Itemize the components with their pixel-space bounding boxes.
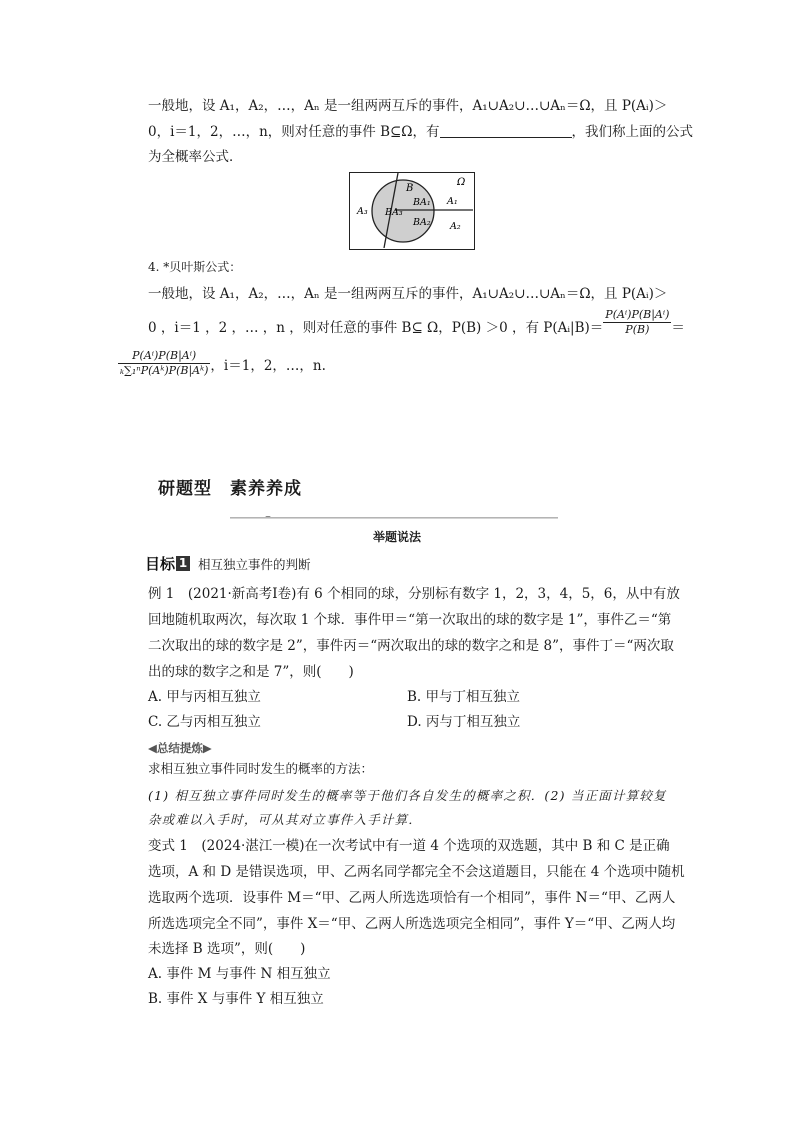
target-text: 相互独立事件的判断 bbox=[198, 556, 311, 572]
bayes-frac1-denominator: P(B) bbox=[625, 322, 650, 336]
variant1-line-1: 变式 1 (2024·湛江一模)在一次考试中有一道 4 个选项的双选题，其中 B 和 C 是正确 bbox=[148, 838, 670, 854]
variant1-line-3: 选取两个选项．设事件 M＝“甲、乙两人所选选项恰有一个相同”，事件 N＝“甲、乙两人 bbox=[148, 890, 676, 906]
a3-label: A₃ bbox=[357, 206, 368, 217]
summary-line-3: 杂或难以入手时，可从其对立事件入手计算． bbox=[148, 812, 423, 827]
example1-line-4: 出的球的数字之和是 7”，则( ) bbox=[148, 664, 354, 680]
ba2-label: BA₂ bbox=[413, 217, 431, 228]
bayes-frac1-numerator: P(Aⁱ)P(B|Aⁱ) bbox=[605, 307, 670, 321]
variant1-line-2: 选项，A 和 D 是错误选项，甲、乙两名同学都完全不会这道题目，只能在 4 个选项中随机 bbox=[148, 864, 685, 880]
variant1-option-b[interactable]: B. 事件 X 与事件 Y 相互独立 bbox=[148, 991, 324, 1007]
example1-line-2: 回地随机取两次，每次取 1 个球．事件甲＝“第一次取出的球的数字是 1”，事件乙＝“第 bbox=[148, 612, 672, 628]
target-heading bbox=[145, 553, 311, 574]
venn-diagram bbox=[349, 172, 475, 250]
total-prob-line-1: 一般地，设 A₁，A₂，…，Aₙ 是一组两两互斥的事件，A₁∪A₂∪…∪Aₙ＝Ω，且 P(Aᵢ)＞ bbox=[148, 98, 668, 114]
example1-option-c[interactable]: C. 乙与丙相互独立 bbox=[148, 714, 261, 730]
bayes-frac2-denominator: ₖ∑₁ⁿP(Aᵏ)P(B|Aᵏ) bbox=[120, 364, 209, 377]
b-label: B bbox=[406, 183, 414, 194]
target-number: 1 bbox=[176, 556, 190, 571]
variant1-line-5: 未选择 B 选项”，则( ) bbox=[148, 941, 306, 957]
event-b-circle bbox=[372, 180, 434, 242]
ba1-label: BA₁ bbox=[413, 197, 431, 208]
example1-line-3: 二次取出的球的数字是 2”，事件丙＝“两次取出的球的数字之和是 8”，事件丁＝“两次取 bbox=[148, 638, 674, 654]
ba3-label: BA₃ bbox=[385, 207, 403, 218]
summary-line-2: (1) 相互独立事件同时发生的概率等于他们各自发生的概率之积．(2) 当正面计算较复 bbox=[148, 788, 667, 803]
example1-option-d[interactable]: D. 丙与丁相互独立 bbox=[407, 714, 521, 730]
sub-heading: 举题说法 bbox=[372, 530, 421, 544]
total-prob-line-2a: 0，i＝1，2，…，n，则对任意的事件 B⊆Ω，有 bbox=[148, 124, 440, 140]
bayes-fraction-1 bbox=[603, 308, 671, 337]
bayes-line-3 bbox=[118, 349, 326, 378]
total-prob-line-2b: ，我们称上面的公式 bbox=[571, 124, 693, 140]
bayes-equals: ＝ bbox=[671, 320, 685, 336]
example1-option-b[interactable]: B. 甲与丁相互独立 bbox=[407, 689, 521, 705]
bayes-line-2 bbox=[148, 306, 685, 338]
bayes-fraction-2 bbox=[118, 349, 210, 378]
summary-line-1: 求相互独立事件同时发生的概率的方法： bbox=[148, 761, 374, 776]
example1-option-a[interactable]: A. 甲与丙相互独立 bbox=[148, 689, 261, 705]
total-prob-line-3: 为全概率公式． bbox=[148, 149, 243, 165]
bayes-line-1: 一般地，设 A₁，A₂，…，Aₙ 是一组两两互斥的事件，A₁∪A₂∪…∪Aₙ＝Ω，且 P(Aᵢ)＞ bbox=[148, 286, 668, 302]
venn-svg bbox=[350, 173, 473, 248]
section-divider bbox=[148, 516, 640, 520]
bayes-line-3-tail: ，i＝1，2，…，n. bbox=[210, 357, 326, 374]
variant1-line-4: 所选选项完全不同”，事件 X＝“甲、乙两人所选选项完全相同”，事件 Y＝“甲、乙两人均 bbox=[148, 916, 676, 932]
target-label: 目标 bbox=[145, 555, 176, 573]
total-prob-line-2 bbox=[148, 122, 693, 142]
a1-label: A₁ bbox=[447, 196, 458, 207]
example1-line-1: 例 1 (2021·新高考Ⅰ卷)有 6 个相同的球，分别标有数字 1，2，3，4，5，6，从中有放 bbox=[148, 586, 680, 602]
bayes-line-2-text: 0 ，i＝1 ，2 ，… ，n ，则对任意的事件 B⊆ Ω，P(B) ＞0 ，有 P(Aᵢ|B)＝ bbox=[148, 320, 604, 336]
answer-blank[interactable] bbox=[440, 123, 572, 138]
bayes-heading: 4. *贝叶斯公式： bbox=[148, 260, 242, 274]
variant1-option-a[interactable]: A. 事件 M 与事件 N 相互独立 bbox=[148, 966, 331, 982]
bayes-frac2-numerator: P(Aⁱ)P(B|Aⁱ) bbox=[118, 349, 210, 364]
omega-label: Ω bbox=[457, 177, 466, 188]
a2-label: A₂ bbox=[450, 221, 461, 232]
summary-tag: ◀总结提炼▶ bbox=[148, 741, 212, 755]
section-title: 研题型 素养养成 bbox=[158, 479, 302, 499]
